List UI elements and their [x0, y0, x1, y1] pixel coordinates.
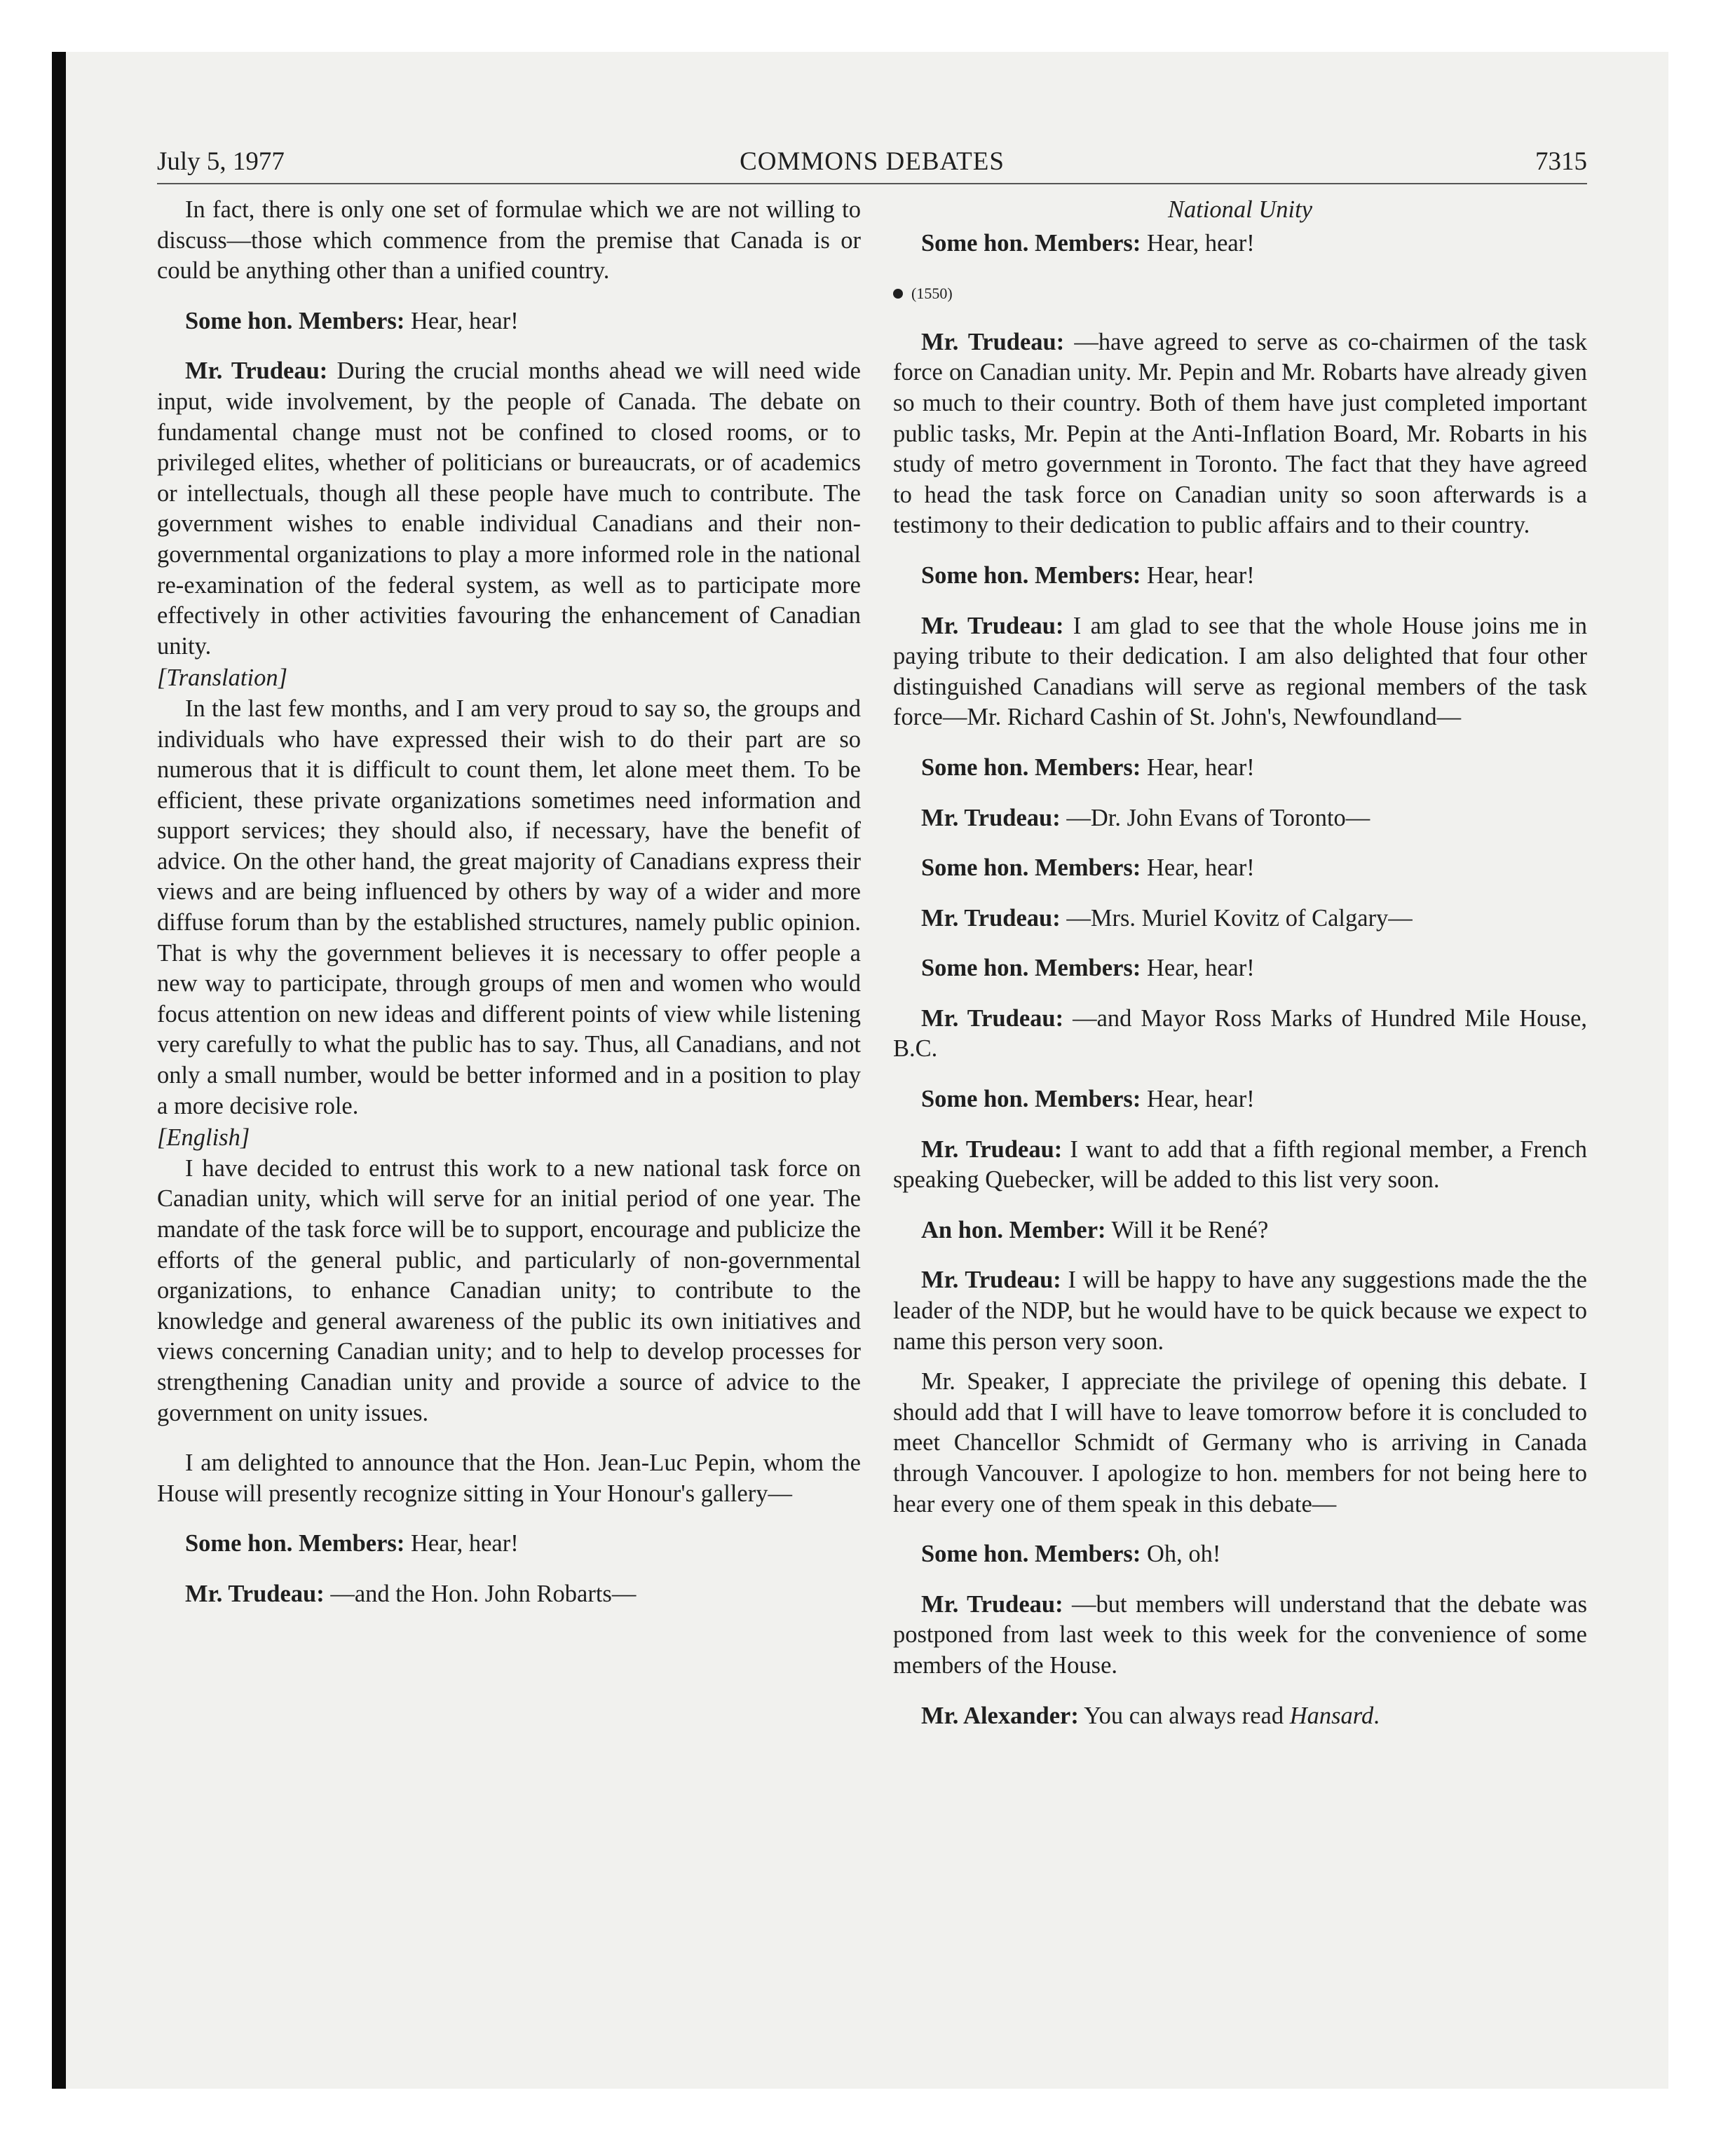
speaker-name: Mr. Trudeau: — [185, 357, 328, 385]
speaker-name: Mr. Alexander: — [921, 1702, 1079, 1729]
paragraph: In fact, there is only one set of formulae which we are not willing to discuss—those which commence from the premise that Canada is or could be anything other than a unified country. — [157, 196, 861, 285]
paragraph — [893, 1701, 1587, 1732]
speech-text: You can always read — [1078, 1702, 1290, 1729]
speech-text: I will be happy to have any suggestions made the the leader of the NDP, but he would have to be quick because we expect to name this person very soon. — [893, 1267, 1587, 1355]
speech-text: Hear, hear! — [404, 1530, 519, 1557]
speaker-name: An hon. Member: — [921, 1216, 1106, 1243]
time-stamp: (1550) — [911, 285, 953, 303]
left-column — [157, 195, 861, 1630]
speech-text: Will it be René? — [1105, 1216, 1269, 1243]
speech-text: Hear, hear! — [1141, 753, 1255, 781]
speaker-name: Some hon. Members: — [921, 1541, 1141, 1568]
paragraph — [893, 611, 1587, 733]
speech-text: Hear, hear! — [1141, 955, 1255, 982]
speaker-name: Mr. Trudeau: — [185, 1580, 325, 1607]
speaker-name: Some hon. Members: — [921, 854, 1141, 882]
speaker-name: Mr. Trudeau: — [921, 328, 1065, 355]
speaker-name: Mr. Trudeau: — [921, 904, 1061, 932]
speaker-name: Some hon. Members: — [185, 1530, 405, 1557]
paragraph — [893, 1135, 1587, 1196]
right-column — [893, 195, 1587, 1751]
speaker-name: Some hon. Members: — [921, 1086, 1141, 1113]
paragraph — [893, 753, 1587, 784]
header-page-number: 7315 — [1535, 147, 1587, 176]
paragraph — [893, 853, 1587, 884]
speaker-name: Some hon. Members: — [921, 955, 1141, 982]
paragraph — [893, 903, 1587, 934]
header-title: COMMONS DEBATES — [740, 147, 1005, 176]
speech-text: Hear, hear! — [1141, 1086, 1255, 1113]
paragraph — [893, 1084, 1587, 1115]
paragraph — [893, 327, 1587, 541]
paragraph — [157, 306, 861, 337]
italic-title: Hansard — [1289, 1702, 1374, 1729]
english-label: [English] — [157, 1124, 250, 1152]
speech-text: —and Mayor Ross Marks of Hundred Mile House, B.C. — [893, 1004, 1588, 1063]
paragraph — [893, 228, 1587, 259]
scan-edge-bar — [52, 52, 66, 2089]
speaker-name: Mr. Trudeau: — [921, 1135, 1063, 1163]
paragraph — [893, 1539, 1587, 1570]
paragraph — [157, 1579, 861, 1610]
paragraph: In the last few months, and I am very proud to say so, the groups and individuals who have expressed their wish to do their part are so numerous that it is difficult to count them, let alone meet them. To be efficient, these private organizations sometimes need information and support services; they should also, if necessary, have the benefit of advice. On the other hand, the great majority of Canadians express their views and are being influenced by others by way of a wider and more diffuse forum than by the established structures, namely public opinion. That is why the government believes it is necessary to offer people a new way to participate, through groups of men and women who would focus attention on new ideas and different points of view while listening very carefully to what the public has to say. Thus, all Canadians, and not only a small number, would be better informed and in a position to play a more decisive role. — [157, 695, 861, 1119]
speech-text: —but members will understand that the debate was postponed from last week to this week for the convenience of some members of the House. — [893, 1590, 1587, 1679]
paragraph — [893, 803, 1587, 834]
speaker-name: Mr. Trudeau: — [921, 612, 1064, 639]
speech-text: —Dr. John Evans of Toronto— — [1060, 804, 1370, 831]
speech-text: I am glad to see that the whole House joins me in paying tribute to their dedication. I am also delighted that four other distinguished Canadians will serve as regional members of the task force—Mr. Richard Cashin of St. John's, Newfoundland— — [893, 612, 1587, 731]
speech-text: Oh, oh! — [1141, 1541, 1221, 1568]
speaker-name: Some hon. Members: — [921, 753, 1141, 781]
paragraph — [893, 561, 1587, 592]
speech-text: Hear, hear! — [1141, 561, 1255, 589]
paragraph — [893, 953, 1587, 984]
speaker-name: Some hon. Members: — [921, 229, 1141, 257]
paragraph — [893, 1590, 1587, 1681]
speech-text: Hear, hear! — [1141, 229, 1255, 257]
paragraph — [157, 1529, 861, 1560]
paragraph: I am delighted to announce that the Hon. Jean-Luc Pepin, whom the House will presently recognize sitting in Your Honour's gallery— — [157, 1449, 861, 1507]
speech-text: Hear, hear! — [1141, 854, 1255, 882]
speaker-name: Mr. Trudeau: — [921, 1267, 1061, 1294]
speech-text: —and the Hon. John Robarts— — [324, 1580, 637, 1607]
paragraph — [893, 1004, 1587, 1065]
speaker-name: Mr. Trudeau: — [921, 1590, 1063, 1618]
page-header — [157, 142, 1587, 184]
time-marker — [893, 278, 1587, 309]
paragraph: I have decided to entrust this work to a new national task force on Canadian unity, which will serve for an initial period of one year. The mandate of the task force will be to support, encourage and publicize the efforts of the general public, and particularly of non-governmental organizations, to enhance Canadian unity; to contribute to the knowledge and general awareness of the public its own initiatives and views concerning Canadian unity; and to help to develop processes for strengthening Canadian unity and provide a source of advice to the government on unity issues. — [157, 1154, 861, 1426]
bullet-icon — [893, 289, 903, 299]
speaker-name: Mr. Trudeau: — [921, 1004, 1064, 1032]
speech-text: . — [1373, 1702, 1380, 1729]
speech-text: —have agreed to serve as co-chairmen of the task force on Canadian unity. Mr. Pepin and Mr. Robarts have already given so much to their country. Both of them have just completed important public tasks, Mr. Pepin at the Anti-Inflation Board, Mr. Robarts in his study of metro government in Toronto. The fact that they have agreed to head the task force on Canadian unity so soon afterwards is a testimony to their dedication to public affairs and to their country. — [893, 328, 1587, 539]
header-date: July 5, 1977 — [157, 147, 285, 176]
paragraph — [157, 356, 861, 662]
paragraph — [893, 1215, 1587, 1246]
speaker-name: Some hon. Members: — [921, 561, 1141, 589]
section-heading: National Unity — [1167, 196, 1313, 223]
speaker-name: Mr. Trudeau: — [921, 804, 1061, 831]
speech-text: I want to add that a fifth regional member, a French speaking Quebecker, will be added to this list very soon. — [893, 1135, 1587, 1194]
speech-text: Hear, hear! — [404, 307, 519, 334]
paragraph: Mr. Speaker, I appreciate the privilege of opening this debate. I should add that I will have to leave tomorrow before it is concluded to meet Chancellor Schmidt of Germany who is arriving in Canada through Vancouver. I apologize to hon. members for not being here to hear every one of them speak in this debate— — [893, 1368, 1587, 1517]
translation-label: [Translation] — [157, 664, 287, 692]
speaker-name: Some hon. Members: — [185, 307, 405, 334]
speech-text: —Mrs. Muriel Kovitz of Calgary— — [1060, 904, 1413, 932]
speech-text: During the crucial months ahead we will need wide input, wide involvement, by the people of Canada. The debate on fundamental change must not be confined to closed rooms, or to privileged elites, whether of politicians or bureaucrats, or of academics or intellectuals, though all these people have much to contribute. The government wishes to enable individual Canadians and their non-governmental organizations to play a more informed role in the national re-examination of the federal system, as well as to participate more effectively in other activities favouring the enhancement of Canadian unity. — [157, 357, 861, 660]
paragraph — [893, 1265, 1587, 1357]
